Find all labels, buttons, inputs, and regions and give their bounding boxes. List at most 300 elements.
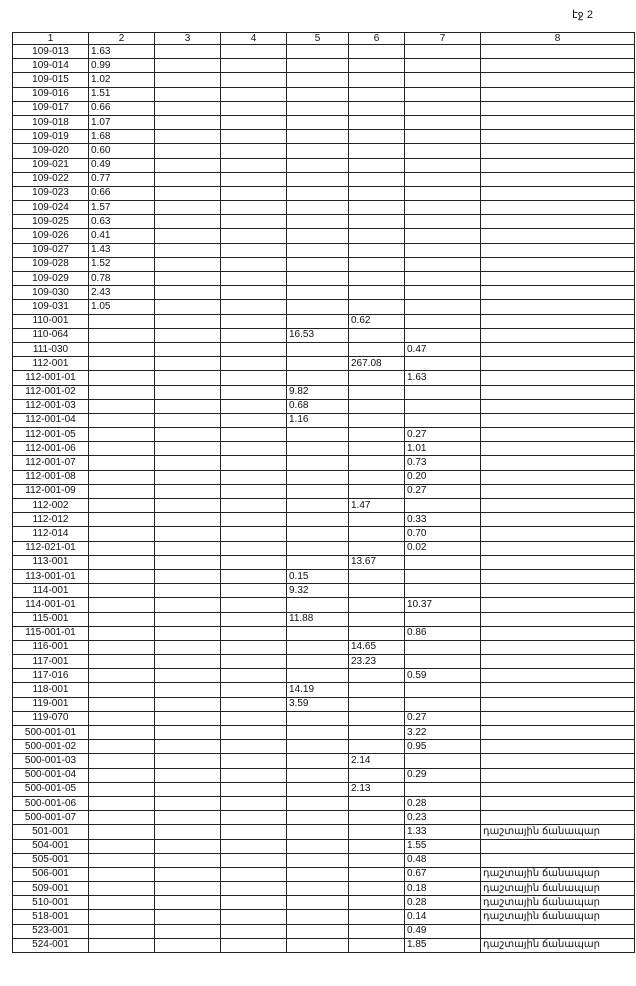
area-value-cell — [287, 782, 349, 796]
table-row — [13, 853, 635, 867]
area-value-cell — [287, 867, 349, 881]
note-cell — [481, 115, 635, 129]
parcel-code-cell: 112-021-01 — [13, 541, 89, 555]
parcel-code-cell: 109-013 — [13, 45, 89, 59]
table-row — [13, 158, 635, 172]
table-row — [13, 740, 635, 754]
table-row — [13, 272, 635, 286]
area-value-cell — [89, 456, 155, 470]
area-value-cell — [155, 896, 221, 910]
area-value-cell: 1.63 — [89, 45, 155, 59]
table-row — [13, 640, 635, 654]
area-value-cell: 0.02 — [405, 541, 481, 555]
area-value-cell — [155, 711, 221, 725]
area-value-cell — [155, 371, 221, 385]
area-value-cell: 267.08 — [349, 357, 405, 371]
area-value-cell — [405, 186, 481, 200]
area-value-cell: 9.32 — [287, 584, 349, 598]
area-value-cell — [221, 45, 287, 59]
area-value-cell — [221, 158, 287, 172]
area-value-cell — [155, 640, 221, 654]
note-cell — [481, 59, 635, 73]
area-value-cell — [405, 45, 481, 59]
area-value-cell — [287, 87, 349, 101]
area-value-cell — [349, 541, 405, 555]
area-value-cell: 1.63 — [405, 371, 481, 385]
area-value-cell — [155, 655, 221, 669]
note-cell — [481, 357, 635, 371]
area-value-cell — [349, 172, 405, 186]
area-value-cell — [349, 697, 405, 711]
area-value-cell — [287, 555, 349, 569]
area-value-cell — [221, 683, 287, 697]
area-value-cell — [155, 782, 221, 796]
area-value-cell — [287, 811, 349, 825]
area-value-cell: 13.67 — [349, 555, 405, 569]
note-cell — [481, 456, 635, 470]
area-value-cell — [89, 584, 155, 598]
column-header-4: 4 — [221, 33, 287, 45]
area-value-cell — [155, 839, 221, 853]
area-value-cell — [89, 428, 155, 442]
area-value-cell — [221, 130, 287, 144]
table-row — [13, 726, 635, 740]
parcel-code-cell: 119-070 — [13, 711, 89, 725]
area-value-cell — [405, 782, 481, 796]
area-value-cell — [287, 924, 349, 938]
area-value-cell — [89, 683, 155, 697]
note-cell — [481, 584, 635, 598]
area-value-cell — [287, 144, 349, 158]
area-value-cell: 0.77 — [89, 172, 155, 186]
area-value-cell — [221, 272, 287, 286]
area-value-cell — [155, 314, 221, 328]
area-value-cell — [349, 768, 405, 782]
area-value-cell — [287, 825, 349, 839]
area-value-cell: 14.19 — [287, 683, 349, 697]
area-value-cell — [155, 144, 221, 158]
area-value-cell — [221, 782, 287, 796]
note-cell — [481, 314, 635, 328]
note-cell: դաշտային ճանապար — [481, 882, 635, 896]
area-value-cell — [349, 924, 405, 938]
table-row — [13, 938, 635, 952]
area-value-cell — [221, 711, 287, 725]
area-value-cell — [287, 342, 349, 356]
area-value-cell — [89, 527, 155, 541]
area-value-cell: 14.65 — [349, 640, 405, 654]
parcel-code-cell: 109-014 — [13, 59, 89, 73]
area-value-cell — [89, 726, 155, 740]
area-value-cell: 0.66 — [89, 101, 155, 115]
area-value-cell — [89, 499, 155, 513]
area-value-cell: 0.63 — [89, 215, 155, 229]
area-value-cell — [155, 683, 221, 697]
table-row — [13, 541, 635, 555]
note-cell — [481, 45, 635, 59]
area-value-cell — [349, 513, 405, 527]
area-value-cell — [221, 59, 287, 73]
column-header-5: 5 — [287, 33, 349, 45]
column-header-2: 2 — [89, 33, 155, 45]
area-value-cell — [155, 456, 221, 470]
area-value-cell — [221, 527, 287, 541]
area-value-cell — [349, 867, 405, 881]
note-cell — [481, 655, 635, 669]
note-cell — [481, 73, 635, 87]
area-value-cell: 0.67 — [405, 867, 481, 881]
area-value-cell — [221, 584, 287, 598]
area-value-cell: 0.86 — [405, 626, 481, 640]
area-value-cell — [155, 726, 221, 740]
area-value-cell — [349, 584, 405, 598]
table-row — [13, 711, 635, 725]
parcel-code-cell: 501-001 — [13, 825, 89, 839]
area-value-cell — [155, 754, 221, 768]
note-cell — [481, 541, 635, 555]
table-row — [13, 428, 635, 442]
parcel-code-cell: 109-021 — [13, 158, 89, 172]
parcel-code-cell: 109-019 — [13, 130, 89, 144]
area-value-cell — [155, 130, 221, 144]
area-value-cell — [155, 555, 221, 569]
area-value-cell — [405, 357, 481, 371]
note-cell — [481, 768, 635, 782]
parcel-code-cell: 505-001 — [13, 853, 89, 867]
area-value-cell — [349, 484, 405, 498]
area-value-cell: 1.01 — [405, 442, 481, 456]
area-value-cell: 1.16 — [287, 413, 349, 427]
area-value-cell — [287, 853, 349, 867]
area-value-cell — [155, 612, 221, 626]
parcel-code-cell: 109-030 — [13, 286, 89, 300]
parcel-code-cell: 109-017 — [13, 101, 89, 115]
note-cell — [481, 626, 635, 640]
area-value-cell — [405, 314, 481, 328]
area-value-cell — [221, 499, 287, 513]
table-row — [13, 144, 635, 158]
area-value-cell — [405, 130, 481, 144]
parcel-code-cell: 109-018 — [13, 115, 89, 129]
area-value-cell: 11.88 — [287, 612, 349, 626]
table-row — [13, 73, 635, 87]
area-value-cell: 0.27 — [405, 711, 481, 725]
table-row — [13, 796, 635, 810]
parcel-code-cell: 109-031 — [13, 300, 89, 314]
column-header-7: 7 — [405, 33, 481, 45]
parcel-code-cell: 509-001 — [13, 882, 89, 896]
area-value-cell — [155, 825, 221, 839]
area-value-cell — [349, 186, 405, 200]
note-cell: դաշտային ճանապար — [481, 825, 635, 839]
area-value-cell — [89, 655, 155, 669]
area-value-cell — [89, 825, 155, 839]
note-cell — [481, 286, 635, 300]
parcel-code-cell: 109-027 — [13, 243, 89, 257]
table-row — [13, 456, 635, 470]
note-cell — [481, 839, 635, 853]
parcel-code-cell: 109-029 — [13, 272, 89, 286]
area-value-cell — [221, 328, 287, 342]
area-value-cell — [89, 711, 155, 725]
parcel-code-cell: 116-001 — [13, 640, 89, 654]
area-value-cell — [405, 754, 481, 768]
table-row — [13, 442, 635, 456]
table-row — [13, 697, 635, 711]
area-value-cell: 0.15 — [287, 569, 349, 583]
note-cell — [481, 499, 635, 513]
area-value-cell — [349, 428, 405, 442]
area-value-cell — [287, 896, 349, 910]
area-value-cell — [89, 413, 155, 427]
area-value-cell — [405, 640, 481, 654]
area-value-cell — [155, 541, 221, 555]
area-value-cell — [287, 640, 349, 654]
area-value-cell — [221, 215, 287, 229]
area-value-cell — [221, 938, 287, 952]
area-value-cell — [405, 328, 481, 342]
parcel-code-cell: 524-001 — [13, 938, 89, 952]
area-value-cell — [221, 768, 287, 782]
parcel-code-cell: 117-016 — [13, 669, 89, 683]
parcel-code-cell: 112-001-08 — [13, 470, 89, 484]
table-row — [13, 484, 635, 498]
area-value-cell — [155, 215, 221, 229]
parcel-code-cell: 109-026 — [13, 229, 89, 243]
parcel-code-cell: 518-001 — [13, 910, 89, 924]
area-value-cell — [89, 371, 155, 385]
table-row — [13, 385, 635, 399]
area-value-cell — [349, 740, 405, 754]
area-value-cell — [349, 896, 405, 910]
area-value-cell — [287, 59, 349, 73]
area-value-cell — [155, 272, 221, 286]
note-cell — [481, 782, 635, 796]
table-row — [13, 286, 635, 300]
area-value-cell — [89, 882, 155, 896]
area-value-cell — [287, 158, 349, 172]
parcel-code-cell: 113-001 — [13, 555, 89, 569]
area-value-cell — [287, 272, 349, 286]
area-value-cell: 0.70 — [405, 527, 481, 541]
area-value-cell — [221, 740, 287, 754]
note-cell — [481, 569, 635, 583]
area-value-cell — [155, 428, 221, 442]
area-value-cell — [221, 470, 287, 484]
area-value-cell: 10.37 — [405, 598, 481, 612]
table-row — [13, 101, 635, 115]
area-value-cell — [155, 442, 221, 456]
area-value-cell: 1.02 — [89, 73, 155, 87]
area-value-cell — [221, 882, 287, 896]
area-value-cell — [155, 342, 221, 356]
table-row — [13, 867, 635, 881]
area-value-cell — [155, 172, 221, 186]
parcel-code-cell: 117-001 — [13, 655, 89, 669]
note-cell — [481, 201, 635, 215]
area-value-cell: 1.05 — [89, 300, 155, 314]
area-value-cell — [89, 697, 155, 711]
table-row — [13, 59, 635, 73]
parcel-code-cell: 112-001 — [13, 357, 89, 371]
note-cell — [481, 484, 635, 498]
area-value-cell — [155, 45, 221, 59]
area-value-cell — [221, 456, 287, 470]
area-value-cell — [89, 910, 155, 924]
area-value-cell — [349, 158, 405, 172]
area-value-cell — [405, 73, 481, 87]
area-value-cell — [349, 470, 405, 484]
area-value-cell — [221, 314, 287, 328]
area-value-cell — [349, 115, 405, 129]
area-value-cell: 0.47 — [405, 342, 481, 356]
area-value-cell — [89, 796, 155, 810]
parcel-code-cell: 500-001-04 — [13, 768, 89, 782]
area-value-cell — [349, 796, 405, 810]
column-header-8: 8 — [481, 33, 635, 45]
area-value-cell — [221, 555, 287, 569]
area-value-cell — [405, 385, 481, 399]
table-row — [13, 186, 635, 200]
area-value-cell: 1.68 — [89, 130, 155, 144]
area-value-cell — [221, 612, 287, 626]
area-value-cell: 0.95 — [405, 740, 481, 754]
area-value-cell — [287, 286, 349, 300]
area-value-cell — [349, 101, 405, 115]
note-cell — [481, 612, 635, 626]
area-value-cell — [287, 428, 349, 442]
area-value-cell — [349, 229, 405, 243]
area-value-cell — [405, 655, 481, 669]
area-value-cell — [287, 470, 349, 484]
table-row — [13, 896, 635, 910]
area-value-cell — [287, 215, 349, 229]
area-value-cell — [405, 101, 481, 115]
area-value-cell: 0.78 — [89, 272, 155, 286]
area-value-cell: 0.18 — [405, 882, 481, 896]
area-value-cell — [405, 286, 481, 300]
table-row — [13, 768, 635, 782]
area-value-cell — [89, 839, 155, 853]
area-value-cell — [155, 385, 221, 399]
area-value-cell — [155, 300, 221, 314]
parcel-code-cell: 109-023 — [13, 186, 89, 200]
area-value-cell — [89, 598, 155, 612]
area-value-cell — [221, 513, 287, 527]
area-value-cell — [287, 527, 349, 541]
table-row — [13, 257, 635, 271]
note-cell — [481, 385, 635, 399]
area-value-cell — [287, 839, 349, 853]
area-value-cell — [221, 669, 287, 683]
area-value-cell — [287, 45, 349, 59]
area-value-cell — [221, 626, 287, 640]
area-value-cell — [89, 754, 155, 768]
area-value-cell — [155, 853, 221, 867]
area-value-cell — [89, 612, 155, 626]
area-value-cell — [287, 598, 349, 612]
parcel-code-cell: 109-020 — [13, 144, 89, 158]
parcel-code-cell: 109-028 — [13, 257, 89, 271]
area-value-cell — [221, 811, 287, 825]
note-cell — [481, 272, 635, 286]
area-value-cell: 2.43 — [89, 286, 155, 300]
parcel-code-cell: 112-001-04 — [13, 413, 89, 427]
table-row — [13, 584, 635, 598]
area-value-cell — [287, 357, 349, 371]
area-value-cell — [287, 740, 349, 754]
table-row — [13, 130, 635, 144]
parcel-code-cell: 112-002 — [13, 499, 89, 513]
area-value-cell — [221, 839, 287, 853]
area-value-cell — [405, 115, 481, 129]
area-value-cell — [155, 626, 221, 640]
area-value-cell — [405, 59, 481, 73]
area-value-cell: 0.23 — [405, 811, 481, 825]
area-value-cell: 0.60 — [89, 144, 155, 158]
area-value-cell: 0.73 — [405, 456, 481, 470]
area-value-cell — [405, 612, 481, 626]
area-value-cell — [221, 257, 287, 271]
area-value-cell — [287, 910, 349, 924]
table-row — [13, 754, 635, 768]
parcel-code-cell: 111-030 — [13, 342, 89, 356]
table-row — [13, 513, 635, 527]
area-value-cell — [89, 357, 155, 371]
parcel-code-cell: 109-016 — [13, 87, 89, 101]
note-cell — [481, 726, 635, 740]
area-value-cell — [349, 825, 405, 839]
note-cell — [481, 470, 635, 484]
table-row — [13, 655, 635, 669]
area-value-cell — [155, 87, 221, 101]
area-value-cell — [287, 201, 349, 215]
note-cell — [481, 669, 635, 683]
note-cell — [481, 527, 635, 541]
table-row — [13, 924, 635, 938]
area-value-cell — [89, 442, 155, 456]
area-value-cell — [89, 555, 155, 569]
note-cell: դաշտային ճանապար — [481, 896, 635, 910]
area-value-cell — [405, 413, 481, 427]
area-value-cell: 1.57 — [89, 201, 155, 215]
area-value-cell — [349, 612, 405, 626]
area-value-cell — [155, 101, 221, 115]
area-value-cell — [287, 73, 349, 87]
area-value-cell — [405, 697, 481, 711]
area-value-cell — [349, 385, 405, 399]
area-value-cell — [155, 229, 221, 243]
area-value-cell — [221, 867, 287, 881]
area-value-cell — [287, 484, 349, 498]
area-value-cell: 0.49 — [89, 158, 155, 172]
area-value-cell — [287, 186, 349, 200]
area-value-cell — [221, 569, 287, 583]
area-value-cell — [89, 541, 155, 555]
area-value-cell: 0.20 — [405, 470, 481, 484]
area-value-cell — [349, 910, 405, 924]
area-value-cell — [405, 555, 481, 569]
column-header-6: 6 — [349, 33, 405, 45]
area-value-cell: 0.48 — [405, 853, 481, 867]
parcel-code-cell: 114-001-01 — [13, 598, 89, 612]
area-value-cell — [349, 73, 405, 87]
area-value-cell — [287, 754, 349, 768]
area-value-cell — [89, 385, 155, 399]
table-row — [13, 839, 635, 853]
area-value-cell — [349, 853, 405, 867]
table-row — [13, 357, 635, 371]
